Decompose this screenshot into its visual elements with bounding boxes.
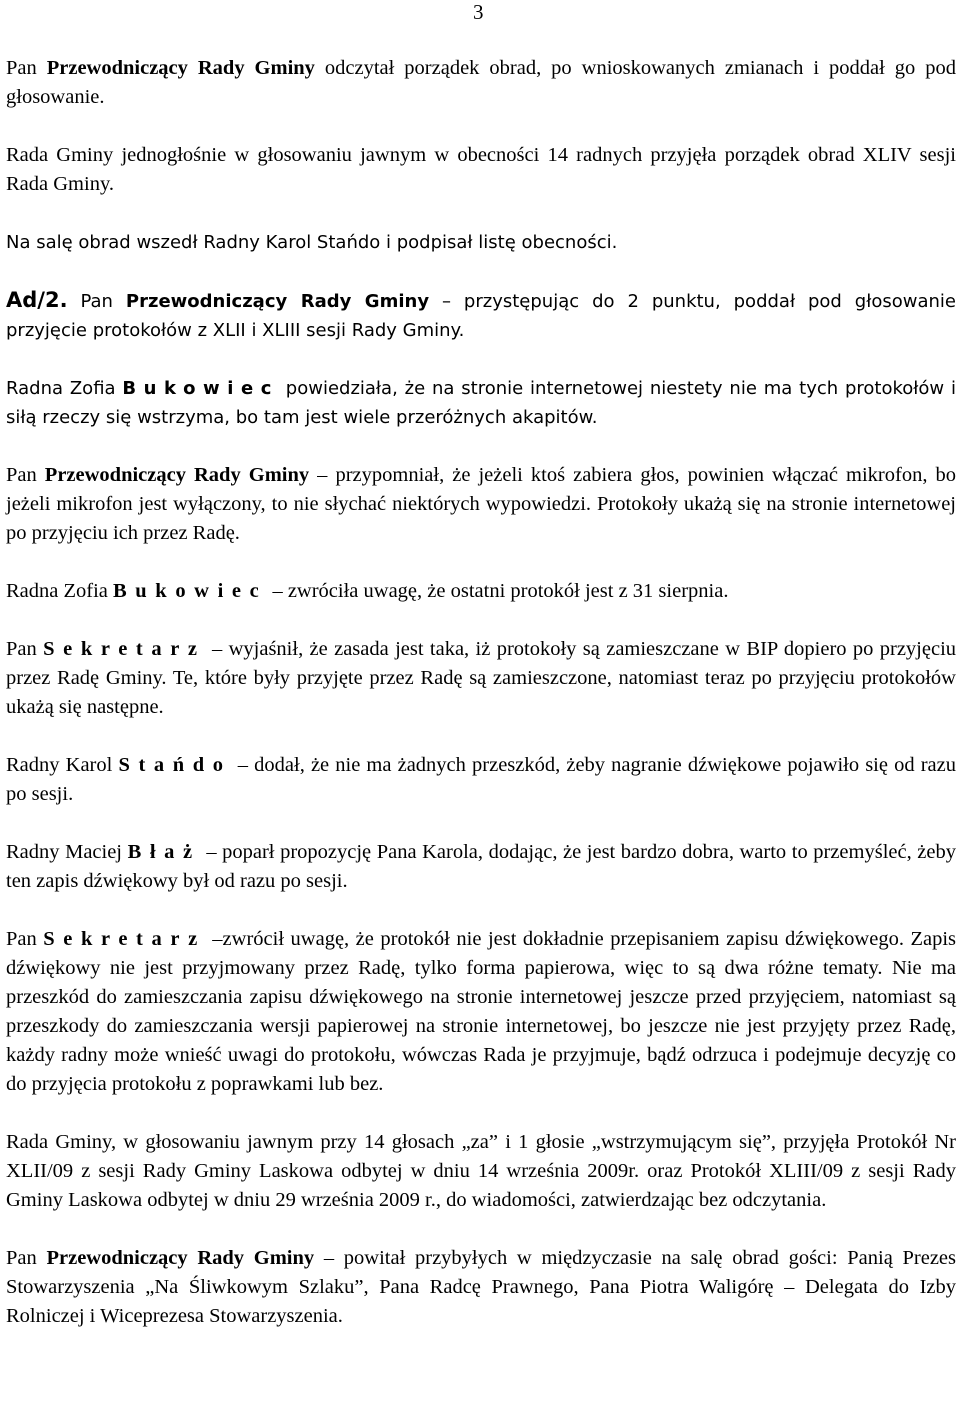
speaker-name: Przewodniczący Rady Gminy	[46, 57, 315, 79]
paragraph-7: Radna Zofia Bukowiec – zwróciła uwagę, że ostatni protokół jest z 31 sierpnia.	[6, 580, 729, 602]
speaker-name: Błaż	[127, 841, 201, 863]
paragraph-5: Radna Zofia Bukowiec powiedziała, że na stronie internetowej niestety nie ma tych protokołów i siłą rzeczy się wstrzyma, bo tam jest wiele przeróżnych akapitów.	[6, 378, 956, 428]
document-body	[6, 54, 956, 1360]
speaker-name: Stańdo	[118, 754, 232, 776]
agenda-heading: Ad/2.	[6, 288, 68, 312]
speaker-name: Sekretarz	[43, 638, 206, 660]
speaker-name: Przewodniczący Rady Gminy	[46, 1247, 315, 1269]
paragraph-8: Pan Sekretarz – wyjaśnił, że zasada jest taka, iż protokoły są zamieszczane w BIP dopiero po przyjęciu przez Radę Gminy. Te, które były przyjęte przez Radę są zamieszczone, natomiast teraz po przyjęciu protokołów ukażą się następne.	[6, 638, 957, 718]
speaker-name: Bukowiec	[122, 378, 279, 399]
paragraph-3: Na salę obrad wszedł Radny Karol Stańdo i podpisał listę obecności.	[6, 232, 618, 253]
paragraph-13: Pan Przewodniczący Rady Gminy – powitał przybyłych w międzyczasie na salę obrad gości: Panią Prezes Stowarzyszenia „Na Śliwkowym Szlaku”, Pana Radcę Prawnego, Pana Piotra Waligórę – Delegata do Izby Rolniczej i Wiceprezesa Stowarzyszenia.	[6, 1247, 957, 1327]
paragraph-12: Rada Gminy, w głosowaniu jawnym przy 14 głosach „za” i 1 głosie „wstrzymującym się”, przyjęła Protokół Nr XLII/09 z sesji Rady Gminy Laskowa odbytej w dniu 14 września 2009r. oraz Protokół XLIII/09 z sesji Rady Gminy Laskowa odbytej w dniu 29 września 2009 r., do wiadomości, zatwierdzając bez odczytania.	[6, 1131, 956, 1211]
paragraph-10: Radny Maciej Błaż – poparł propozycję Pana Karola, dodając, że jest bardzo dobra, warto to przemyśleć, żeby ten zapis dźwiękowy był od razu po sesji.	[6, 841, 956, 892]
speaker-name: Przewodniczący Rady Gminy	[125, 291, 430, 312]
paragraph-6: Pan Przewodniczący Rady Gminy – przypomniał, że jeżeli ktoś zabiera głos, powinien włączać mikrofon, bo jeżeli mikrofon jest wyłączony, to nie słychać niektórych wypowiedzi. Protokoły ukażą się na stronie internetowej po przyjęciu ich przez Radę.	[6, 464, 956, 544]
paragraph-1: Pan Przewodniczący Rady Gminy odczytał porządek obrad, po wnioskowanych zmianach i poddał go pod głosowanie.	[6, 57, 957, 108]
speaker-name: Bukowiec	[113, 580, 268, 602]
paragraph-11: Pan Sekretarz –zwrócił uwagę, że protokół nie jest dokładnie przepisaniem zapisu dźwiękowego. Zapis dźwiękowy nie jest przyjmowany przez Radę, tylko forma papierowa, więc to są dwa różne tematy. Nie ma przeszkód do zamieszczania zapisu dźwiękowego na stronie internetowej jeszcze przed przyjęciem, natomiast są przeszkody do zamieszczania wersji papierowej na stronie internetowej, bo jeszcze nie jest przyjęty przez Radę, każdy radny może wnieść uwagi do protokołu, wówczas Rada je przyjmuje, bądź odrzuca i podejmuje decyzję co do przyjęcia protokołu z poprawkami lub bez.	[6, 928, 957, 1095]
speaker-name: Przewodniczący Rady Gminy	[44, 464, 310, 486]
paragraph-9: Radny Karol Stańdo – dodał, że nie ma żadnych przeszkód, żeby nagranie dźwiękowe pojawiło się od razu po sesji.	[6, 754, 956, 805]
speaker-name: Sekretarz	[43, 928, 206, 950]
paragraph-2: Rada Gminy jednogłośnie w głosowaniu jawnym w obecności 14 radnych przyjęła porządek obrad XLIV sesji Rada Gminy.	[6, 144, 956, 195]
paragraph-4: Ad/2. Pan Przewodniczący Rady Gminy – przystępując do 2 punktu, poddał pod głosowanie przyjęcie protokołów z XLII i XLIII sesji Rady Gminy.	[6, 288, 956, 341]
page-number: 3	[473, 0, 484, 24]
